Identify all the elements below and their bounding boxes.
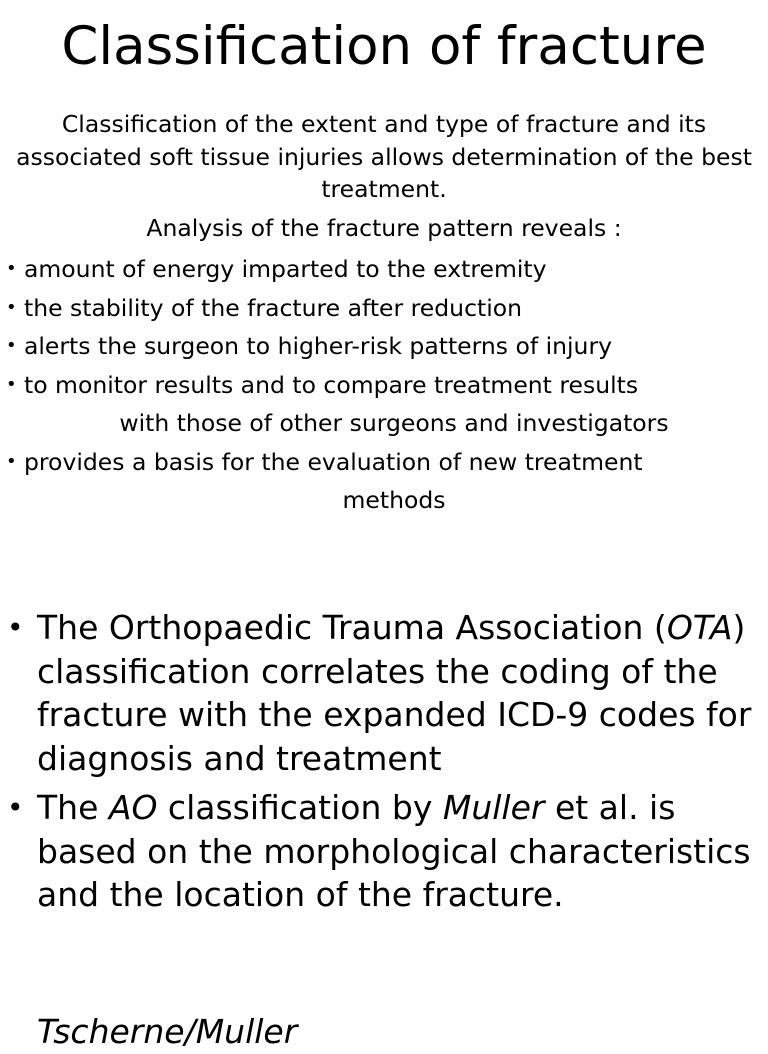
list-item [6,289,764,328]
list-item-continuation: methods [342,486,446,514]
cut-off-line: Tscherne/Muller [37,1012,298,1051]
list-item [6,327,764,366]
list-item-continuation: with those of other surgeons and investigators [119,409,669,437]
bullet-icon: • [6,450,17,472]
list-item [6,443,764,520]
list-item-text: to monitor results and to compare treatment results [24,370,639,399]
bullet-icon: • [6,296,17,318]
ota-text-pre: The Orthopaedic Trauma Association ( [37,608,667,647]
list-item [6,250,764,289]
ao-author: Muller [442,788,545,827]
ao-text-pre: The [37,788,109,827]
list-item-text: the stability of the fracture after reduction [24,293,522,322]
bullet-icon: • [6,335,17,356]
ota-item [0,606,768,780]
intro-paragraph: Classification of the extent and type of fracture and its associated soft tissue injuries allows determination of the best treatment. [16,110,752,203]
ota-abbreviation: OTA [666,608,733,647]
ota-text-post: ) classification correlates the coding of the fracture with the expanded ICD-9 codes for diagnosis and treatment [37,608,752,778]
bullet-icon: • [6,373,17,395]
classification-list [0,606,768,923]
ao-abbreviation: AO [108,788,158,827]
ao-text-post: et al. is based on the morphological characteristics and the location of the fracture. [37,788,751,914]
bullet-icon: • [7,791,24,824]
analysis-heading: Analysis of the fracture pattern reveals : [146,214,622,242]
ao-item [0,786,768,917]
list-item-text: provides a basis for the evaluation of new treatment [24,447,643,476]
list-item [6,366,764,443]
list-item-text: alerts the surgeon to higher-risk patterns of injury [24,332,613,360]
bullet-icon: • [7,611,24,644]
bullet-icon: • [6,258,17,279]
reveals-list [6,250,764,520]
list-item-text: amount of energy imparted to the extremity [24,255,547,283]
ao-text-mid: classification by [157,788,443,827]
slide-title: Classification of fracture [61,16,707,77]
